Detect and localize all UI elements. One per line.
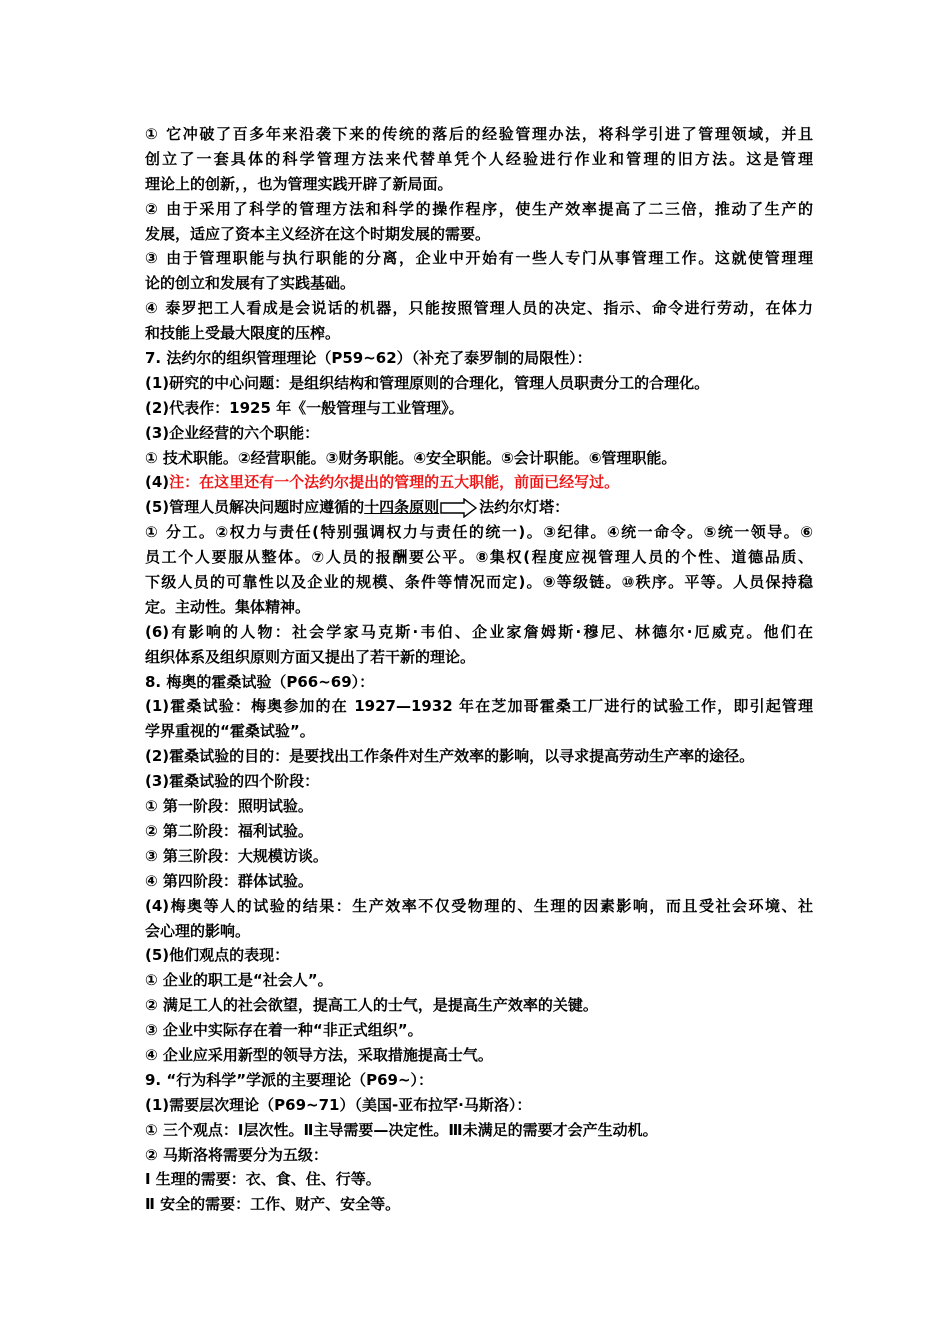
- text-line: ③ 企业中实际存在着一种“非正式组织”。: [145, 1021, 423, 1040]
- section-heading: 7. 法约尔的组织管理理论（P59~62）（补充了泰罗制的局限性）：: [145, 349, 592, 368]
- text-line: ① 分工。②权力与责任(特别强调权力与责任的统一)。③纪律。④统一命令。⑤统一领导。⑥: [145, 523, 813, 542]
- section-heading: 9. “行为科学”学派的主要理论（P69~）：: [145, 1070, 434, 1089]
- text-line: (1)霍桑试验：梅奥参加的在 1927—1932 年在芝加哥霍桑工厂进行的试验工作，即引起管理: [145, 697, 813, 716]
- text-line: ④ 企业应采用新型的领导方法，采取措施提高士气。: [145, 1045, 493, 1064]
- text-line: ① 第一阶段：照明试验。: [145, 797, 313, 816]
- text-line: ③ 由于管理职能与执行职能的分离，企业中开始有一些人专门从事管理工作。这就使管理理: [145, 249, 813, 268]
- text-line: ④ 泰罗把工人看成是会说话的机器，只能按照管理人员的决定、指示、命令进行劳动，在体力: [145, 299, 813, 318]
- section-heading: 8. 梅奥的霍桑试验（P66~69）：: [145, 672, 375, 691]
- text-line: ① 三个观点：Ⅰ层次性。Ⅱ主导需要—决定性。Ⅲ未满足的需要才会产生动机。: [145, 1120, 658, 1139]
- fourteen-principles-label: 十四条原则: [364, 498, 440, 517]
- text-line: 发展，适应了资本主义经济在这个时期发展的需要。: [145, 224, 491, 243]
- text-line: ④ 第四阶段：群体试验。: [145, 871, 313, 890]
- text-line: 论的创立和发展有了实践基础。: [145, 274, 356, 293]
- text-line: ① 企业的职工是“社会人”。: [145, 971, 333, 990]
- right-arrow-icon: [440, 498, 478, 518]
- text-line: ② 第二阶段：福利试验。: [145, 821, 313, 840]
- text-line: 员工个人要服从整体。⑦人员的报酬要公平。⑧集权(程度应视管理人员的个性、道德品质、: [145, 548, 813, 567]
- text-line: ② 马斯洛将需要分为五级：: [145, 1145, 328, 1164]
- note-number: (4): [145, 473, 170, 492]
- text-line: (2)霍桑试验的目的：是要找出工作条件对生产效率的影响，以寻求提高劳动生产率的途径。: [145, 747, 755, 766]
- text-line: ① 它冲破了百多年来沿袭下来的传统的落后的经验管理办法，将科学引进了管理领域，并且: [145, 125, 813, 143]
- document-body: [145, 122, 813, 1217]
- text-line: 下级人员的可靠性以及企业的规模、条件等情况而定)。⑨等级链。⑩秩序。平等。人员保持稳: [145, 573, 813, 592]
- text-line: ② 由于采用了科学的管理方法和科学的操作程序，使生产效率提高了二三倍，推动了生产的: [145, 199, 813, 218]
- text-line: ② 满足工人的社会欲望，提高工人的士气，是提高生产效率的关键。: [145, 996, 598, 1015]
- text-line: (2)代表作：1925 年《一般管理与工业管理》。: [145, 398, 464, 417]
- text-line: Ⅱ 安全的需要：工作、财产、安全等。: [145, 1195, 401, 1214]
- text-line: (1)需要层次理论（P69~71）（美国-亚布拉罕·马斯洛）：: [145, 1095, 532, 1114]
- text-line: ③ 第三阶段：大规模访谈。: [145, 846, 328, 865]
- red-note: 注：在这里还有一个法约尔提出的管理的五大职能，前面已经写过。: [169, 473, 620, 492]
- text-line: (3)霍桑试验的四个阶段：: [145, 772, 320, 791]
- text-line: 组织体系及组织原则方面又提出了若干新的理论。: [145, 647, 476, 666]
- text-line: 会心理的影响。: [145, 921, 251, 940]
- text-line: (3)企业经营的六个职能：: [145, 423, 320, 442]
- text-line: 定。主动性。集体精神。: [145, 597, 311, 616]
- text-line: (4)梅奥等人的试验的结果：生产效率不仅受物理的、生理的因素影响，而且受社会环境、社: [145, 896, 813, 915]
- text-line: (1)研究的中心问题：是组织结构和管理原则的合理化，管理人员职责分工的合理化。: [145, 373, 710, 392]
- fayol-lighthouse-label: 法约尔灯塔：: [479, 498, 570, 517]
- text-line: Ⅰ 生理的需要：衣、食、住、行等。: [145, 1170, 381, 1189]
- text-line: 和技能上受最大限度的压榨。: [145, 324, 341, 343]
- principles-line: [145, 495, 813, 520]
- text-line: ① 技术职能。②经营职能。③财务职能。④安全职能。⑤会计职能。⑥管理职能。: [145, 448, 677, 467]
- note-line: [145, 470, 813, 495]
- text-line: 理论上的创新，，也为管理实践开辟了新局面。: [145, 174, 453, 193]
- text-line: (6)有影响的人物：社会学家马克斯·韦伯、企业家詹姆斯·穆尼、林德尔·厄威克。他们在: [145, 622, 813, 641]
- text-line: (5)他们观点的表现：: [145, 946, 290, 965]
- text-line: 创立了一套具体的科学管理方法来代替单凭个人经验进行作业和管理的旧方法。这是管理: [145, 149, 813, 168]
- text-line: 学界重视的“霍桑试验”。: [145, 722, 315, 741]
- principles-lead: (5)管理人员解决问题时应遵循的: [145, 498, 365, 517]
